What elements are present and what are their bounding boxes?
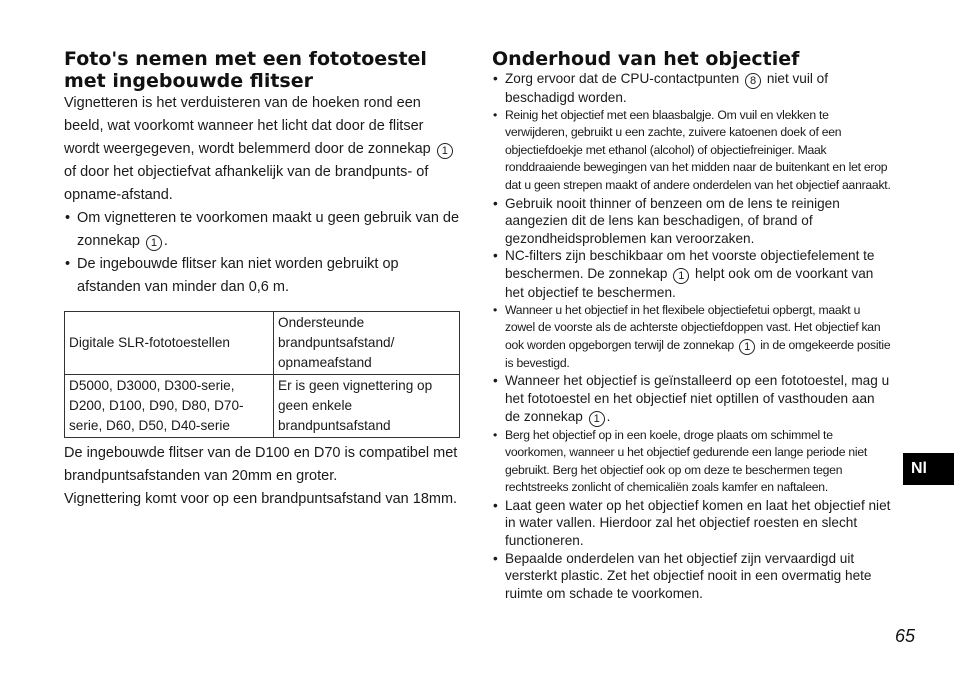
bullet-text: Wanneer u het objectief in het flexibele objectiefetui opbergt, maakt u zowel de voorste als de achterste objectiefdoppen vast. Het objectief kan ook worden opgeborgen terwijl de zonnekap [505,302,881,352]
table-cell-vignetting: Er is geen vignettering op geen enkele brandpuntsafstand [274,375,460,438]
bullet-text: helpt ook om de voorkant van het objectief te beschermen. [505,265,874,300]
care-list [492,70,892,602]
vignetting-list [64,207,460,299]
list-item: • Gebruik nooit thinner of benzeen om de lens te reinigen aangezien dit de lens kan beschadigen, of brand of gezondheidsproblemen kan veroorzaken. [492,195,892,248]
list-item [492,247,892,301]
heading-lens-care: Onderhoud van het objectief [492,48,800,70]
table-cell-cameras: D5000, D3000, D300-serie, D200, D100, D90, D80, D70-serie, D60, D50, D40-serie [65,375,274,438]
callout-lens-hood: 1 [589,411,605,427]
callout-lens-hood: 1 [146,235,162,251]
left-column [64,48,460,511]
list-item: • De ingebouwde flitser kan niet worden gebruikt op afstanden van minder dan 0,6 m. [64,253,460,299]
callout-lens-hood: 1 [739,339,755,355]
intro-text-part2: of door het objectiefvat afhankelijk van de brandpunts- of opname-afstand. [64,164,429,203]
note-18mm: Vignettering komt voor op een brandpuntsafstand van 18mm. [64,491,458,507]
list-item [492,302,892,373]
callout-lens-hood: 1 [673,268,689,284]
note-d100-d70: De ingebouwde flitser van de D100 en D70 is compatibel met brandpuntsafstanden van 20mm en groter. [64,445,458,484]
table-header-distance: Ondersteunde brandpuntsafstand/ opnameafstand [274,312,460,375]
list-item: • Bepaalde onderdelen van het objectief zijn vervaardigd uit versterkt plastic. Zet het objectief nooit in een overmatig hete ruimte om schade te voorkomen. [492,550,892,603]
bullet-text: Zorg ervoor dat de CPU-contactpunten [505,71,740,86]
list-item: • Berg het objectief op in een koele, droge plaats om schimmel te voorkomen, wanneer u het objectief gedurende een lange periode niet gebruikt. Berg het objectief ook op om deze te beschermen tegen rechtstreeks zonlicht of chemicaliën zoals kamfer en naftaleen. [492,427,892,497]
bullet-text: NC-filters zijn beschikbaar om het voorste objectiefelement te beschermen. De zonnekap [505,248,875,281]
table-header-camera: Digitale SLR-fototoestellen [65,312,274,375]
callout-cpu-contacts: 8 [745,73,761,89]
list-item [492,70,892,107]
list-item [64,207,460,253]
intro-text-part1: Vignetteren is het verduisteren van de hoeken rond een beeld, wat voorkomt wanneer het licht dat door de flitser wordt weergegeven, wordt belemmerd door de zonnekap [64,95,431,157]
compatibility-table [64,311,460,438]
right-column [492,48,892,602]
intro-paragraph [64,92,460,207]
heading-built-in-flash: Foto's nemen met een fototoestel met ingebouwde flitser [64,48,427,92]
list-item [492,372,892,426]
callout-lens-hood: 1 [437,143,453,159]
bullet-text-end: . [163,233,168,249]
bullet-text: in de omgekeerde positie is bevestigd. [505,337,891,370]
table-row [65,375,460,438]
bullet-text: Wanneer het objectief is geïnstalleerd op een fototoestel, mag u het fototoestel en het objectief niet optillen of vasthouden aan de zonnekap [505,373,890,424]
table-header-row [65,312,460,375]
bullet-text: niet vuil of beschadigd worden. [505,71,829,105]
bullet-text: Om vignetteren te voorkomen maakt u geen gebruik van de zonnekap [77,210,460,249]
language-tab: Nl [903,453,954,485]
list-item: • Laat geen water op het objectief komen en laat het objectief niet in water vallen. Hierdoor zal het objectief roesten en slecht functioneren. [492,497,892,550]
bullet-text-end: . [606,408,611,424]
list-item: • Reinig het objectief met een blaasbalgje. Om vuil en vlekken te verwijderen, gebruikt u een zachte, zuivere katoenen doek of een objectiefdoekje met ethanol (alcohol) of objectiefreiniger. Maak ronddraaiende bewegingen van het midden naar de buitenkant en let erop dat u geen strepen maakt of andere onderdelen van het objectief aanraakt. [492,107,892,195]
page-number: 65 [895,626,916,646]
